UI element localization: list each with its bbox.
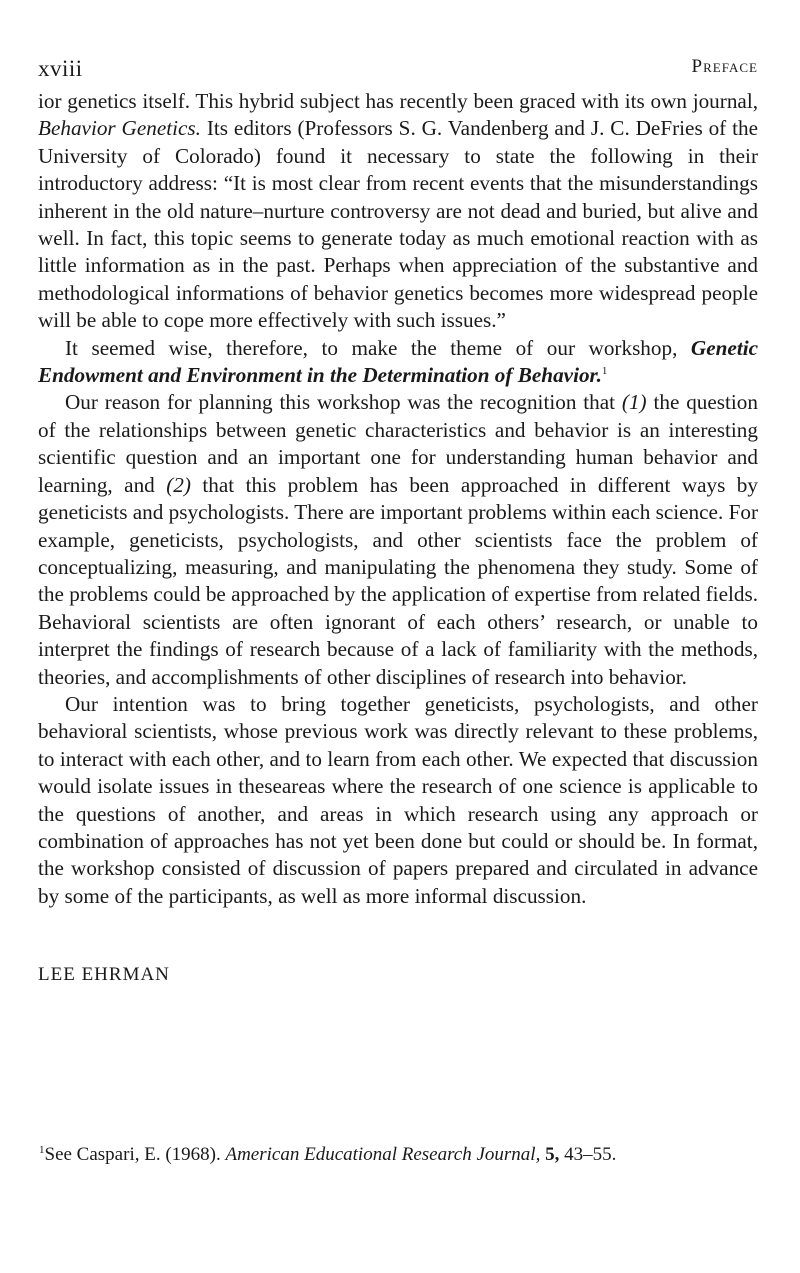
- journal-title: American Educational Research Journal,: [225, 1144, 541, 1165]
- text-run: the question of the relationships between genetic characteristics and behavior is an interesting scientific question and an important one for understanding human behavior and learning, and: [38, 390, 758, 497]
- footnote-reference: 1: [601, 365, 608, 377]
- paragraph: Our intention was to bring together geneticists, psychologists, and other behavioral scientists, whose previous work was directly relevant to these problems, to interact with each other, and to learn from each other. We expected that discussion would isolate issues in theseareas where the research of one science is applicable to the questions of another, and areas in which research using any approach or combination of approaches has not yet been done but could or should be. In format, the workshop consisted of discussion of papers prepared and circulated in advance by some of the participants, as well as more informal discussion.: [38, 691, 758, 908]
- paragraph: [38, 335, 758, 390]
- text-run: that this problem has been approached in different ways by geneticists and psychologists. There are important problems within each science. For example, geneticists, psychologists, and other scientists face the problem of conceptualizing, measuring, and manipulating the phenomena they study. Some of the problems could be approached by the application of expertise from related fields. Behavioral scientists are often ignorant of each others’ research, or unable to interpret the findings of research because of a lack of familiarity with the methods, theories, and accomplishments of other disciplines of research into behavior.: [38, 472, 758, 689]
- text-run: Our reason for planning this workshop was the recognition that: [65, 390, 622, 415]
- paragraph: [38, 389, 758, 690]
- paragraph: [38, 88, 758, 335]
- body-text: [38, 88, 758, 910]
- workshop-title: Genetic Endowment and Environment in the Determination of Behavior.: [38, 335, 758, 388]
- journal-title: Behavior Genetics.: [38, 116, 201, 141]
- footnote-mark: 1: [39, 1143, 45, 1156]
- page-number: xviii: [38, 56, 83, 81]
- footnote: [38, 1142, 758, 1168]
- text-run: Its editors (Professors S. G. Vandenberg and J. C. DeFries of the University of Colorado) found it necessary to state the following in their introductory address: “It is most clear from recent events that the misunderstandings inherent in the old nature–nurture controversy are not dead and buried, but alive and well. In fact, this topic seems to generate today as much emotional reaction with as little information as in the past. Perhaps when appreciation of the substantive and methodological informations of behavior genetics becomes more widespread people will be able to cope more effectively with such issues.”: [38, 116, 758, 333]
- running-header: [38, 56, 758, 86]
- text-run: See Caspari, E. (1968).: [44, 1144, 226, 1165]
- running-title: Preface: [691, 56, 758, 77]
- author-signature: LEE EHRMAN: [38, 964, 170, 985]
- page-range: 43–55.: [559, 1144, 617, 1165]
- text-run: It seemed wise, therefore, to make the theme of our workshop,: [65, 335, 691, 360]
- enumerator: (2): [166, 472, 191, 497]
- text-run: ior genetics itself. This hybrid subject has recently been graced with its own journal,: [38, 89, 758, 113]
- volume-number: 5,: [545, 1144, 560, 1165]
- enumerator: (1): [621, 390, 647, 415]
